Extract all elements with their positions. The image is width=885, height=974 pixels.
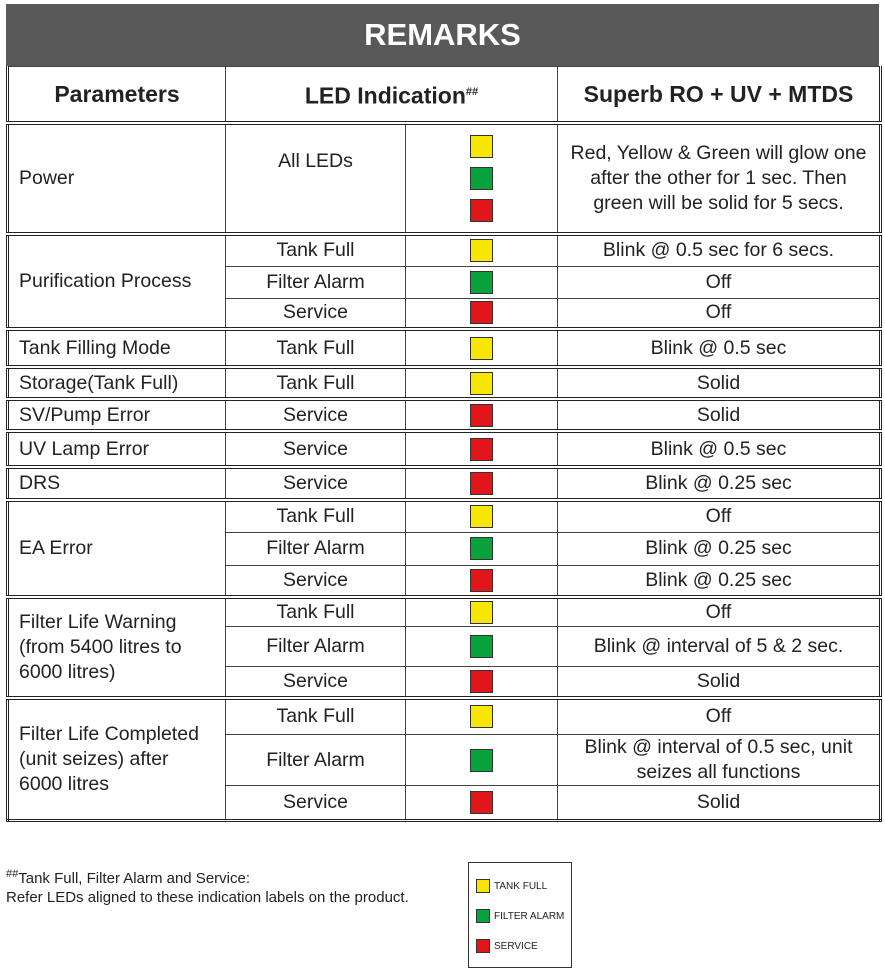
remark-cell: Blink @ 0.5 sec (558, 431, 881, 467)
indication-label: Tank Full (226, 597, 406, 627)
green-led-icon (470, 537, 493, 560)
led-cell (406, 735, 558, 786)
led-cell (406, 298, 558, 329)
remark-cell: Blink @ 0.5 sec for 6 secs. (558, 234, 881, 266)
led-cell (406, 467, 558, 500)
footnote-marker: ## (465, 85, 479, 98)
red-led-icon (476, 939, 490, 953)
parameter-cell: EA Error (8, 500, 226, 597)
indication-label: Service (226, 431, 406, 467)
remarks-title: REMARKS (6, 4, 879, 66)
header-led-indication (226, 67, 558, 124)
led-cell (406, 123, 558, 234)
red-led-icon (470, 199, 493, 222)
remark-cell: Blink @ 0.25 sec (558, 565, 881, 597)
remark-cell: Solid (558, 667, 881, 698)
led-cell (406, 532, 558, 565)
yellow-led-icon (470, 135, 493, 158)
header-model: Superb RO + UV + MTDS (558, 67, 881, 124)
indication-label: Filter Alarm (226, 627, 406, 667)
red-led-icon (470, 404, 493, 427)
legend-label: FILTER ALARM (494, 910, 565, 922)
red-led-icon (470, 438, 493, 461)
yellow-led-icon (470, 601, 493, 624)
indication-label: Service (226, 667, 406, 698)
led-cell (406, 565, 558, 597)
led-cell (406, 431, 558, 467)
yellow-led-icon (470, 372, 493, 395)
table-row (8, 500, 881, 532)
remark-cell: Off (558, 597, 881, 627)
remark-cell: Off (558, 298, 881, 329)
indication-label: Filter Alarm (226, 266, 406, 298)
led-legend (468, 862, 572, 968)
green-led-icon (470, 271, 493, 294)
parameter-cell: Filter Life Completed (unit seizes) after 6000 litres (8, 698, 226, 821)
yellow-led-icon (470, 239, 493, 262)
led-cell (406, 234, 558, 266)
indication-label: Tank Full (226, 367, 406, 399)
led-cell (406, 500, 558, 532)
indication-label: Service (226, 565, 406, 597)
indication-label: Tank Full (226, 234, 406, 266)
footnote-marker: ## (6, 868, 19, 880)
indication-label: Filter Alarm (226, 532, 406, 565)
legend-item (476, 871, 571, 901)
green-led-icon (476, 909, 490, 923)
led-cell (406, 786, 558, 821)
led-cell (406, 367, 558, 399)
green-led-icon (470, 749, 493, 772)
remarks-table (6, 66, 882, 822)
legend-label: TANK FULL (494, 880, 548, 892)
table-row (8, 597, 881, 627)
remark-cell: Blink @ interval of 0.5 sec, unit seizes all functions (558, 735, 881, 786)
parameter-cell: Purification Process (8, 234, 226, 329)
yellow-led-icon (470, 505, 493, 528)
led-cell (406, 399, 558, 431)
remark-cell: Solid (558, 367, 881, 399)
legend-label: SERVICE (494, 940, 538, 952)
remark-cell: Blink @ 0.25 sec (558, 532, 881, 565)
header-led-label: LED Indication (304, 82, 466, 109)
footnote (6, 865, 409, 907)
remark-cell: Solid (558, 399, 881, 431)
red-led-icon (470, 791, 493, 814)
legend-item (476, 931, 571, 961)
indication-label: Service (226, 786, 406, 821)
legend-item (476, 901, 571, 931)
table-row (8, 431, 881, 467)
table-row (8, 399, 881, 431)
table-row (8, 234, 881, 266)
red-led-icon (470, 301, 493, 324)
table-row (8, 698, 881, 735)
green-led-icon (470, 635, 493, 658)
yellow-led-icon (470, 705, 493, 728)
remark-cell: Blink @ 0.25 sec (558, 467, 881, 500)
parameter-cell: Power (8, 123, 226, 234)
indication-label: Service (226, 467, 406, 500)
indication-label: Service (226, 399, 406, 431)
remark-cell: Off (558, 698, 881, 735)
parameter-cell: DRS (8, 467, 226, 500)
indication-label: All LEDs (226, 123, 406, 234)
led-cell (406, 667, 558, 698)
table-row (8, 467, 881, 500)
yellow-led-icon (470, 337, 493, 360)
remark-cell: Off (558, 500, 881, 532)
footnote-line2: Refer LEDs aligned to these indication labels on the product. (6, 889, 409, 906)
led-cell (406, 597, 558, 627)
red-led-icon (470, 569, 493, 592)
indication-label: Tank Full (226, 329, 406, 367)
yellow-led-icon (476, 879, 490, 893)
led-cell (406, 627, 558, 667)
green-led-icon (470, 167, 493, 190)
parameter-cell: Tank Filling Mode (8, 329, 226, 367)
indication-label: Tank Full (226, 500, 406, 532)
table-row (8, 367, 881, 399)
parameter-cell: Filter Life Warning (from 5400 litres to 6000 litres) (8, 597, 226, 698)
parameter-cell: Storage(Tank Full) (8, 367, 226, 399)
indication-label: Filter Alarm (226, 735, 406, 786)
remark-cell: Blink @ interval of 5 & 2 sec. (558, 627, 881, 667)
indication-label: Tank Full (226, 698, 406, 735)
table-row (8, 123, 881, 234)
led-cell (406, 266, 558, 298)
footnote-line1: Tank Full, Filter Alarm and Service: (18, 870, 250, 887)
indication-label: Service (226, 298, 406, 329)
header-parameters: Parameters (8, 67, 226, 124)
header-row (8, 67, 881, 124)
remark-cell: Blink @ 0.5 sec (558, 329, 881, 367)
red-led-icon (470, 472, 493, 495)
parameter-cell: SV/Pump Error (8, 399, 226, 431)
led-cell (406, 329, 558, 367)
parameter-cell: UV Lamp Error (8, 431, 226, 467)
led-cell (406, 698, 558, 735)
remark-cell: Off (558, 266, 881, 298)
red-led-icon (470, 670, 493, 693)
table-row (8, 329, 881, 367)
remark-cell: Red, Yellow & Green will glow one after the other for 1 sec. Then green will be solid for 5 secs. (558, 123, 881, 234)
remark-cell: Solid (558, 786, 881, 821)
